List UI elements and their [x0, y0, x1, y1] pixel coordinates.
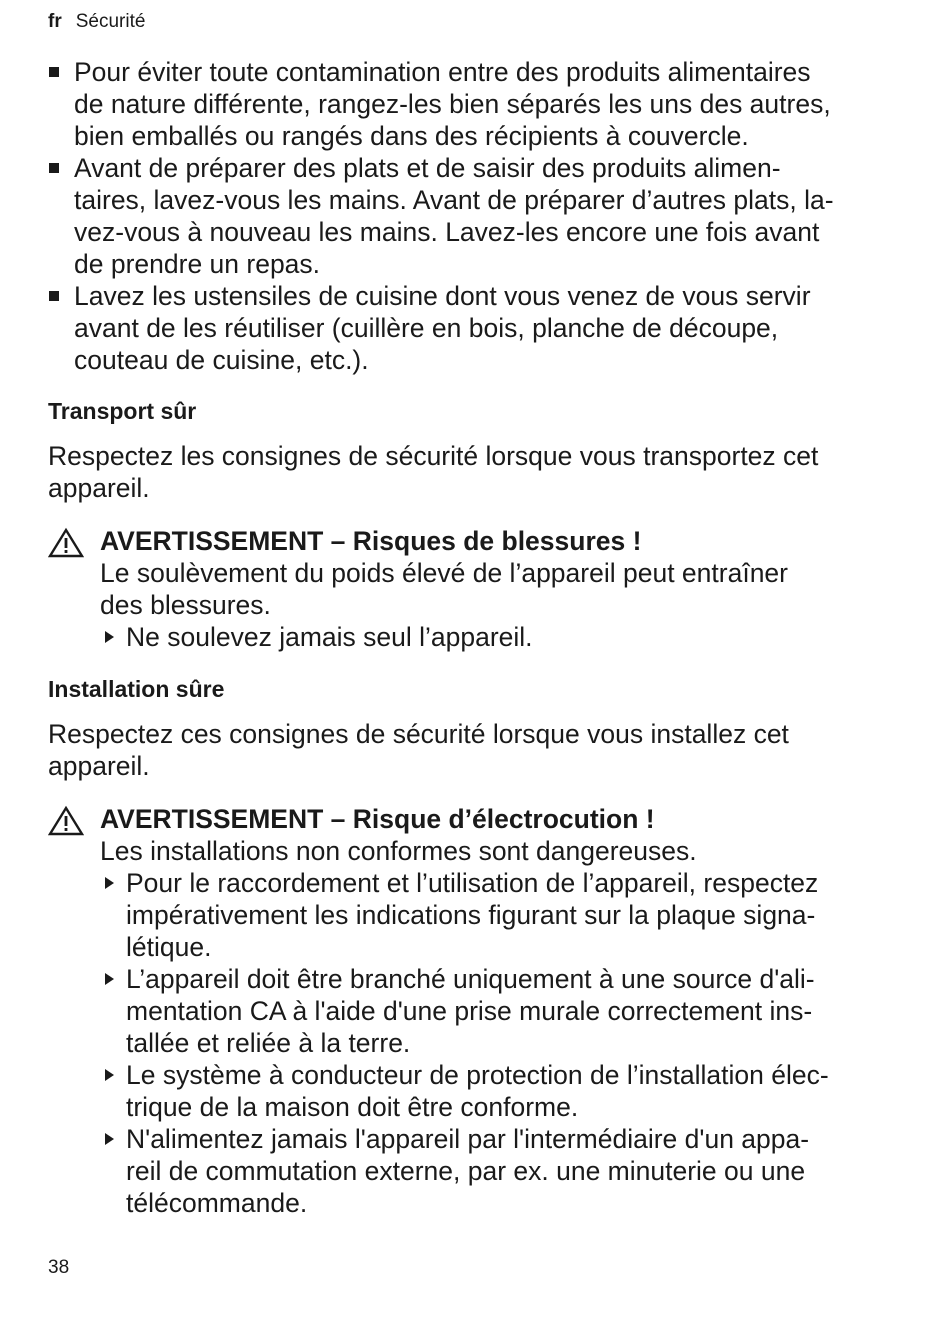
text-line: appareil. [48, 473, 150, 503]
text-line: Ne soulevez jamais seul l’appareil. [126, 622, 533, 652]
warning-step [48, 1123, 908, 1219]
warning-title: AVERTISSEMENT – Risques de blessures ! [100, 526, 642, 556]
arrow-right-icon [105, 631, 114, 643]
hygiene-bullet-list [48, 56, 908, 376]
installation-warning [48, 803, 908, 1219]
transport-heading: Transport sûr [48, 398, 197, 424]
text-line: des blessures. [100, 590, 271, 620]
list-item [48, 280, 908, 376]
text-line: Le système à conducteur de protection de l’installation élec- [126, 1060, 829, 1090]
text-line: vez-vous à nouveau les mains. Lavez-les encore une fois avant [74, 217, 820, 247]
list-item [48, 56, 908, 152]
text-line: N'alimentez jamais l'appareil par l'intermédiaire d'un appa- [126, 1124, 810, 1154]
text-line: bien emballés ou rangés dans des récipients à couvercle. [74, 121, 749, 151]
text-line: Pour éviter toute contamination entre des produits alimentaires [74, 57, 811, 87]
installation-intro [48, 718, 908, 782]
warning-description [48, 557, 908, 621]
text-line: trique de la maison doit être conforme. [126, 1092, 579, 1122]
warning-description [48, 835, 908, 867]
square-bullet-icon [49, 163, 59, 173]
text-line: Lavez les ustensiles de cuisine dont vous venez de vous servir [74, 281, 811, 311]
text-line: de prendre un repas. [74, 249, 321, 279]
arrow-right-icon [105, 1069, 114, 1081]
arrow-right-icon [105, 877, 114, 889]
text-line: Respectez les consignes de sécurité lorsque vous transportez cet [48, 441, 819, 471]
warning-step [48, 1059, 908, 1123]
text-line: avant de les réutiliser (cuillère en bois, planche de découpe, [74, 313, 779, 343]
text-line: impérativement les indications figurant sur la plaque signa- [126, 900, 816, 930]
text-line: de nature différente, rangez-les bien séparés les uns des autres, [74, 89, 831, 119]
page-header [48, 10, 145, 34]
text-line: Pour le raccordement et l’utilisation de l’appareil, respectez [126, 868, 819, 898]
text-line: télécommande. [126, 1188, 308, 1218]
text-line: tallée et reliée à la terre. [126, 1028, 411, 1058]
text-line: Les installations non conformes sont dangereuses. [100, 836, 697, 866]
warning-step [48, 963, 908, 1059]
text-line: appareil. [48, 751, 150, 781]
square-bullet-icon [49, 67, 59, 77]
text-line: taires, lavez-vous les mains. Avant de préparer d’autres plats, la- [74, 185, 834, 215]
list-item [48, 152, 908, 280]
warning-triangle-icon [48, 805, 84, 837]
page-number: 38 [48, 1257, 70, 1278]
text-line: Avant de préparer des plats et de saisir des produits alimen- [74, 153, 781, 183]
arrow-right-icon [105, 973, 114, 985]
warning-triangle-icon [48, 527, 84, 559]
warning-step [48, 621, 908, 653]
text-line: mentation CA à l'aide d'une prise murale correctement ins- [126, 996, 813, 1026]
installation-heading: Installation sûre [48, 676, 225, 702]
section-title: Sécurité [75, 11, 146, 32]
text-line: Respectez ces consignes de sécurité lorsque vous installez cet [48, 719, 789, 749]
text-line: reil de commutation externe, par ex. une minuterie ou une [126, 1156, 806, 1186]
warning-step [48, 867, 908, 963]
transport-warning [48, 525, 908, 653]
warning-title: AVERTISSEMENT – Risque d’électrocution ! [100, 804, 655, 834]
transport-intro [48, 440, 908, 504]
arrow-right-icon [105, 1133, 114, 1145]
text-line: couteau de cuisine, etc.). [74, 345, 369, 375]
text-line: L’appareil doit être branché uniquement à une source d'ali- [126, 964, 815, 994]
text-line: létique. [126, 932, 212, 962]
square-bullet-icon [49, 291, 59, 301]
text-line: Le soulèvement du poids élevé de l’appareil peut entraîner [100, 558, 788, 588]
language-code: fr [48, 11, 62, 32]
